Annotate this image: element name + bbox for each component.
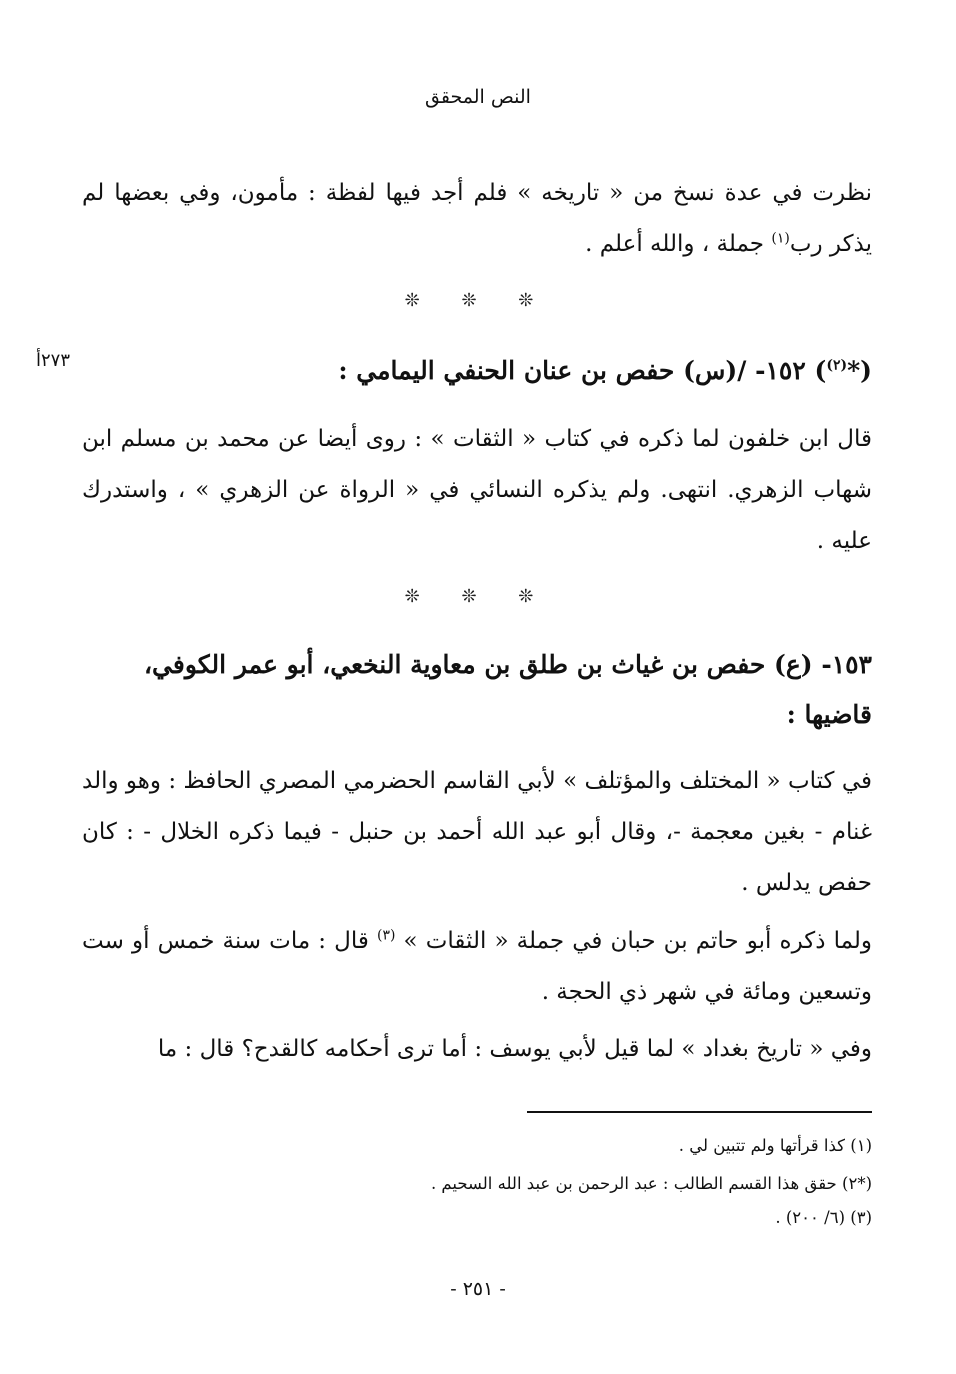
entry-153-heading: ١٥٣- (ع) حفص بن غياث بن طلق بن معاوية النخعي، أبو عمر الكوفي، قاضيها : [143, 650, 872, 729]
entry-153-p2-part1: ولما ذكره أبو حاتم بن حبان في جملة « الثقات » [395, 928, 872, 954]
footnote-1: (١) كذا قرأتها ولم تتبين لي . [678, 1136, 872, 1155]
entry-153-paragraph-1: في كتاب « المختلف والمؤتلف » لأبي القاسم الحضرمي المصري الحافظ : وهو والد غنام - بغين معجمة -، وقال أبو عبد الله أحمد بن حنبل - فيما ذكره الخلال - : كان حفص يدلس . [82, 768, 872, 896]
footnote-3: (٣) (٦/ ٢٠٠) . [775, 1208, 872, 1227]
running-head: النص المحقق [425, 86, 531, 108]
intro-text-part2: جملة ، والله أعلم . [585, 231, 772, 257]
entry-153-paragraph-3: وفي « تاريخ بغداد » لما قيل لأبي يوسف : أما ترى أحكامه كالقدح؟ قال : ما [157, 1036, 872, 1062]
footnote-ref-2: (٢) [826, 357, 848, 374]
entry-152-heading [82, 346, 872, 396]
entry-152-prefix: (* [847, 356, 872, 385]
entry-152-text: قال ابن خلفون لما ذكره في كتاب « الثقات » : روى أيضا عن محمد بن مسلم ابن شهاب الزهري. انتهى. ولم يذكره النسائي في « الرواة عن الزهري » ، واستدرك عليه . [82, 426, 872, 554]
section-ornament-2: ❊ ❊ ❊ [404, 586, 552, 607]
footnote-ref-1: (١) [771, 230, 790, 247]
intro-paragraph [82, 168, 872, 270]
page-number: - ٢٥١ - [450, 1278, 506, 1300]
section-ornament-1: ❊ ❊ ❊ [404, 290, 552, 311]
entry-152-title: ) ١٥٢- /(س) حفص بن عنان الحنفي اليمامي : [338, 356, 827, 385]
footnote-separator [527, 1111, 872, 1113]
entry-153-paragraph-2 [82, 916, 872, 1018]
footnote-ref-3: (٣) [376, 927, 396, 944]
intro-text-part1: نظرت في عدة نسخ من « تاريخه » فلم أجد فيها لفظة : مأمون، وفي بعضها لم يذكر رب [82, 180, 872, 257]
footnote-2: (*٢) حقق هذا القسم الطالب : عبد الرحمن بن عبد الله السحيم . [430, 1174, 872, 1193]
entry-153-p2-part2: قال : مات سنة خمس أو ست وتسعين ومائة في شهر ذي الحجة . [82, 928, 872, 1005]
manuscript-folio-note: ٢٧٣أ [36, 350, 71, 371]
